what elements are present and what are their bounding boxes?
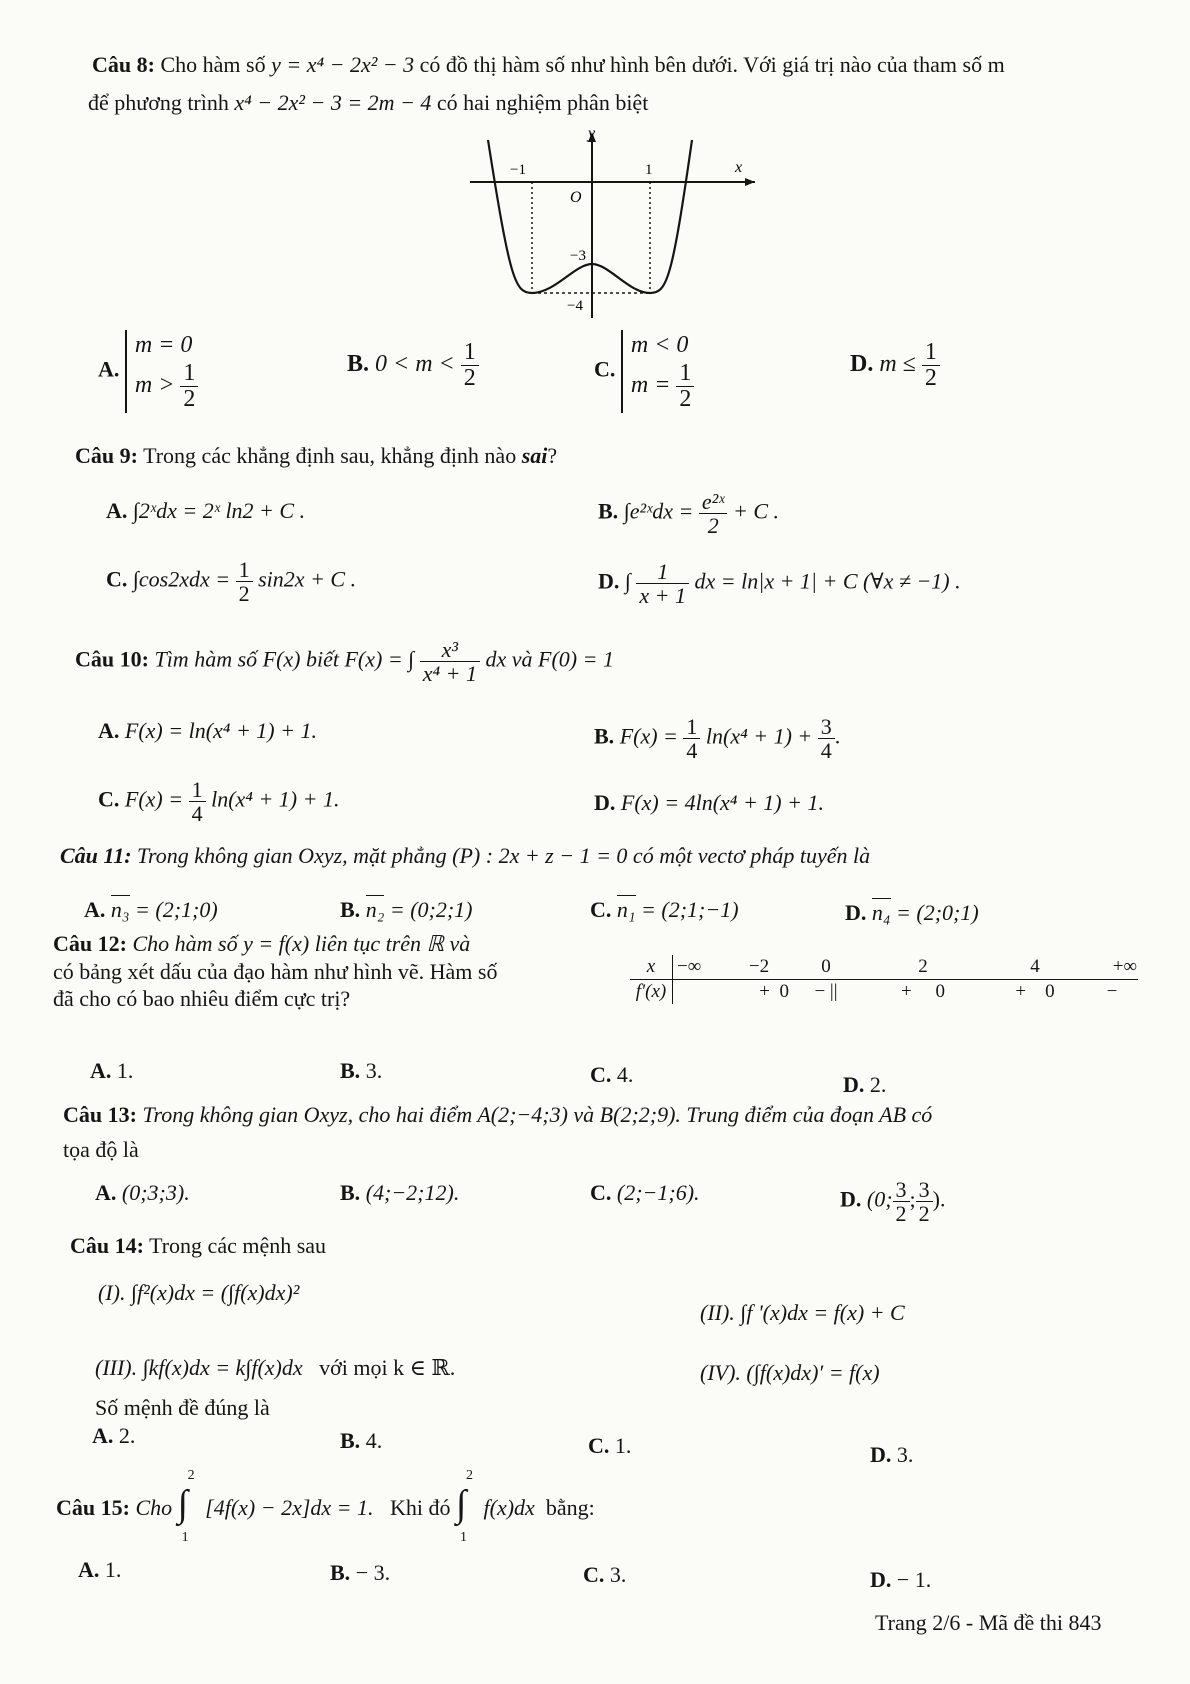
y-axis-label: y: [588, 130, 596, 142]
x-axis-label: x: [735, 159, 743, 176]
q8-option-c[interactable]: C. m < 0 m = $\frac{1}{2}$: [594, 330, 694, 413]
q11-stem: Câu 11: Trong không gian Oxyz, mặt phẳng (P) : 2x + z − 1 = 0 có một vectơ pháp tuyến là: [60, 843, 871, 868]
vector-n3: n₃: [110, 897, 130, 922]
q14-statement-iv: (IV). (∫f(x)dx)′ = f(x): [700, 1360, 880, 1385]
q14-statement-ii: (II). ∫f '(x)dx = f(x) + C: [700, 1300, 905, 1325]
page-footer: Trang 2/6 - Mã đề thi 843: [875, 1610, 1102, 1635]
q13-option-a[interactable]: A. (0;3;3).: [95, 1180, 190, 1205]
q8-line2: để phương trình x⁴ − 2x² − 3 = 2m − 4 có hai nghiệm phân biệt: [88, 90, 649, 115]
q13-option-c[interactable]: C. (2;−1;6).: [590, 1180, 700, 1205]
q12-option-a[interactable]: A. 1.: [90, 1058, 134, 1083]
q13-option-b[interactable]: B. (4;−2;12).: [340, 1180, 460, 1205]
q9-option-c[interactable]: C. ∫cos2xdx = $\frac{1}{2}$ sin2x + C .: [106, 557, 357, 607]
q14-stem: Câu 14: Trong các mệnh sau: [70, 1233, 327, 1258]
q14-option-b[interactable]: B. 4.: [340, 1428, 383, 1453]
q15-option-c[interactable]: C. 3.: [583, 1562, 627, 1587]
tick-1: 1: [645, 162, 653, 178]
tick-neg3: −3: [570, 248, 586, 264]
q9-option-a[interactable]: A. ∫2ˣdx = 2ˣ ln2 + C .: [106, 498, 306, 523]
q8-label: Câu 8:: [92, 52, 155, 77]
vector-n4: n₄: [871, 900, 891, 925]
q12-stem: Câu 12: Cho hàm số y = f(x) liên tục trên ℝ và có bảng xét dấu của đạo hàm như hình vẽ. Hàm số đã cho có bao nhiêu điểm cực trị?: [53, 931, 498, 1011]
tick-neg4: −4: [567, 298, 583, 314]
q8-option-b[interactable]: B. 0 < m < $\frac{1}{2}$: [347, 340, 479, 391]
q8-line1: Câu 8: Cho hàm số y = x⁴ − 2x² − 3 có đồ thị hàm số như hình bên dưới. Với giá trị nào của tham số m: [92, 52, 1005, 77]
q14-option-c[interactable]: C. 1.: [588, 1433, 632, 1458]
q8-option-a[interactable]: A. m = 0 m > $\frac{1}{2}$: [98, 330, 198, 413]
quartic-graph: [470, 130, 770, 320]
origin-label: O: [570, 189, 582, 206]
q14-option-a[interactable]: A. 2.: [92, 1423, 136, 1448]
q13-option-d[interactable]: D. (0; $\frac{3}{2}$ ; $\frac{3}{2}$ ).: [840, 1177, 946, 1227]
q12-option-d[interactable]: D. 2.: [843, 1072, 887, 1097]
vector-n2: n₂: [365, 897, 385, 922]
q10-option-c[interactable]: C. F(x) = $\frac{1}{4}$ ln(x⁴ + 1) + 1.: [98, 777, 340, 827]
q14-question: Số mệnh đề đúng là: [95, 1395, 270, 1420]
q12-option-b[interactable]: B. 3.: [340, 1058, 383, 1083]
q10-option-d[interactable]: D. F(x) = 4ln(x⁴ + 1) + 1.: [594, 790, 824, 815]
q15-option-b[interactable]: B. − 3.: [330, 1560, 391, 1585]
q10-option-b[interactable]: B. F(x) = $\frac{1}{4}$ ln(x⁴ + 1) + $\frac{3}{4}$ .: [594, 714, 841, 764]
q14-statement-i: (I). ∫f²(x)dx = (∫f(x)dx)²: [98, 1280, 300, 1305]
tick-neg1: −1: [510, 162, 526, 178]
q11-option-c[interactable]: C. n₁ = (2;1;−1): [590, 897, 739, 922]
q12-option-c[interactable]: C. 4.: [590, 1062, 634, 1087]
q10-stem: Câu 10: Tìm hàm số F(x) biết F(x) = ∫ $\frac{\text{x³}}{\text{x⁴ + 1}}$ dx và F(0) = 1: [75, 637, 614, 687]
integral-1: 2 ∫ 1: [177, 1468, 195, 1545]
q14-option-d[interactable]: D. 3.: [870, 1442, 914, 1467]
q9-option-b[interactable]: B. ∫e²ˣdx = $\frac{\text{e²ˣ}}{2}$ + C .: [598, 489, 780, 539]
q13-stem: Câu 13: Trong không gian Oxyz, cho hai điểm A(2;−4;3) và B(2;2;9). Trung điểm của đoạn AB có tọa độ là: [63, 1102, 933, 1163]
q9-option-d[interactable]: D. ∫ $\frac{1}{x + 1}$ dx = ln|x + 1| + C (∀x ≠ −1) .: [598, 559, 961, 609]
q14-statement-iii: (III). ∫kf(x)dx = k∫f(x)dx với mọi k ∈ ℝ.: [95, 1355, 456, 1380]
q8-option-d[interactable]: D. m ≤ $\frac{1}{2}$: [850, 340, 940, 391]
q15-stem: Câu 15: Cho 2 ∫ 1 [4f(x) − 2x]dx = 1. Khi đó 2 ∫ 1 f(x)dx bằng:: [56, 1468, 595, 1545]
q15-option-d[interactable]: D. − 1.: [870, 1567, 932, 1592]
q11-option-b[interactable]: B. n₂ = (0;2;1): [340, 897, 473, 922]
q10-option-a[interactable]: A. F(x) = ln(x⁴ + 1) + 1.: [98, 718, 317, 743]
sign-table: x −∞ −2 0 2 4 +∞ f'(x) + 0 − || + 0 + 0 −: [630, 955, 1138, 1004]
q15-option-a[interactable]: A. 1.: [78, 1557, 122, 1582]
integral-2: 2 ∫ 1: [456, 1468, 474, 1545]
q11-option-a[interactable]: A. n₃ = (2;1;0): [84, 897, 218, 922]
q9-stem: Câu 9: Trong các khẳng định sau, khẳng định nào sai?: [75, 443, 558, 468]
q11-option-d[interactable]: D. n₄ = (2;0;1): [845, 900, 979, 925]
vector-n1: n₁: [616, 897, 636, 922]
